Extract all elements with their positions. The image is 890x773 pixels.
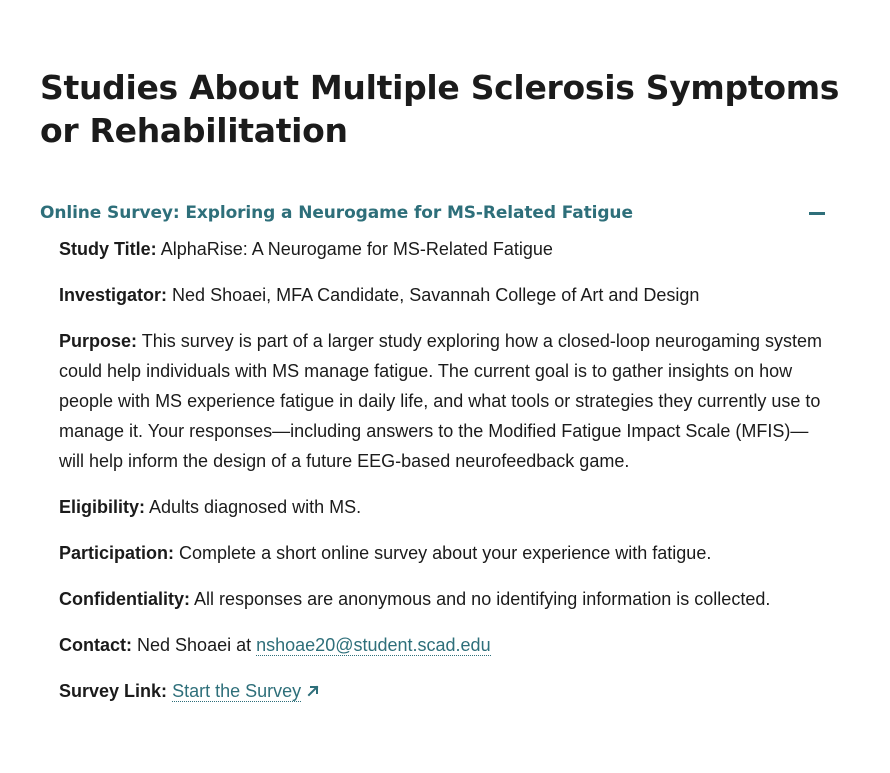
accordion-body: [40, 234, 829, 706]
study-title-label: Study Title:: [59, 239, 157, 259]
study-title-field: [59, 234, 829, 264]
page-content: [40, 66, 840, 722]
participation-field: [59, 538, 829, 568]
external-link-icon[interactable]: [306, 684, 320, 698]
contact-value: Ned Shoaei at: [137, 635, 252, 655]
start-survey-link[interactable]: Start the Survey: [172, 681, 302, 701]
contact-label: Contact:: [59, 635, 132, 655]
investigator-label: Investigator:: [59, 285, 168, 305]
contact-field: [59, 630, 829, 660]
study-title-value: AlphaRise: A Neurogame for MS-Related Fatigue: [160, 239, 553, 259]
investigator-field: [59, 280, 829, 310]
investigator-value: Ned Shoaei, MFA Candidate, Savannah College of Art and Design: [172, 285, 700, 305]
accordion-title[interactable]: Online Survey: Exploring a Neurogame for MS-Related Fatigue: [40, 203, 633, 223]
accordion-header[interactable]: [40, 198, 825, 228]
eligibility-label: Eligibility:: [59, 497, 146, 517]
eligibility-value: Adults diagnosed with MS.: [149, 497, 362, 517]
confidentiality-field: [59, 584, 829, 614]
participation-label: Participation:: [59, 543, 175, 563]
study-accordion: [40, 198, 840, 706]
minus-icon[interactable]: [809, 205, 825, 221]
purpose-value: This survey is part of a larger study exploring how a closed-loop neurogaming system could help individuals with MS manage fatigue. The current goal is to gather insights on how people with MS experience fatigue in daily life, and what tools or strategies they currently use to manage it. Your responses—including answers to the Modified Fatigue Impact Scale (MFIS)—will help inform the design of a future EEG-based neurofeedback game.: [59, 331, 823, 471]
purpose-label: Purpose:: [59, 331, 138, 351]
confidentiality-value: All responses are anonymous and no identifying information is collected.: [194, 589, 771, 609]
confidentiality-label: Confidentiality:: [59, 589, 190, 609]
survey-link-field: [59, 676, 829, 706]
contact-email-link[interactable]: nshoae20@student.scad.edu: [256, 635, 491, 655]
eligibility-field: [59, 492, 829, 522]
participation-value: Complete a short online survey about your experience with fatigue.: [179, 543, 712, 563]
page-title: Studies About Multiple Sclerosis Symptoms or Rehabilitation: [40, 68, 840, 150]
purpose-field: [59, 326, 829, 476]
survey-link-label: Survey Link:: [59, 681, 168, 701]
